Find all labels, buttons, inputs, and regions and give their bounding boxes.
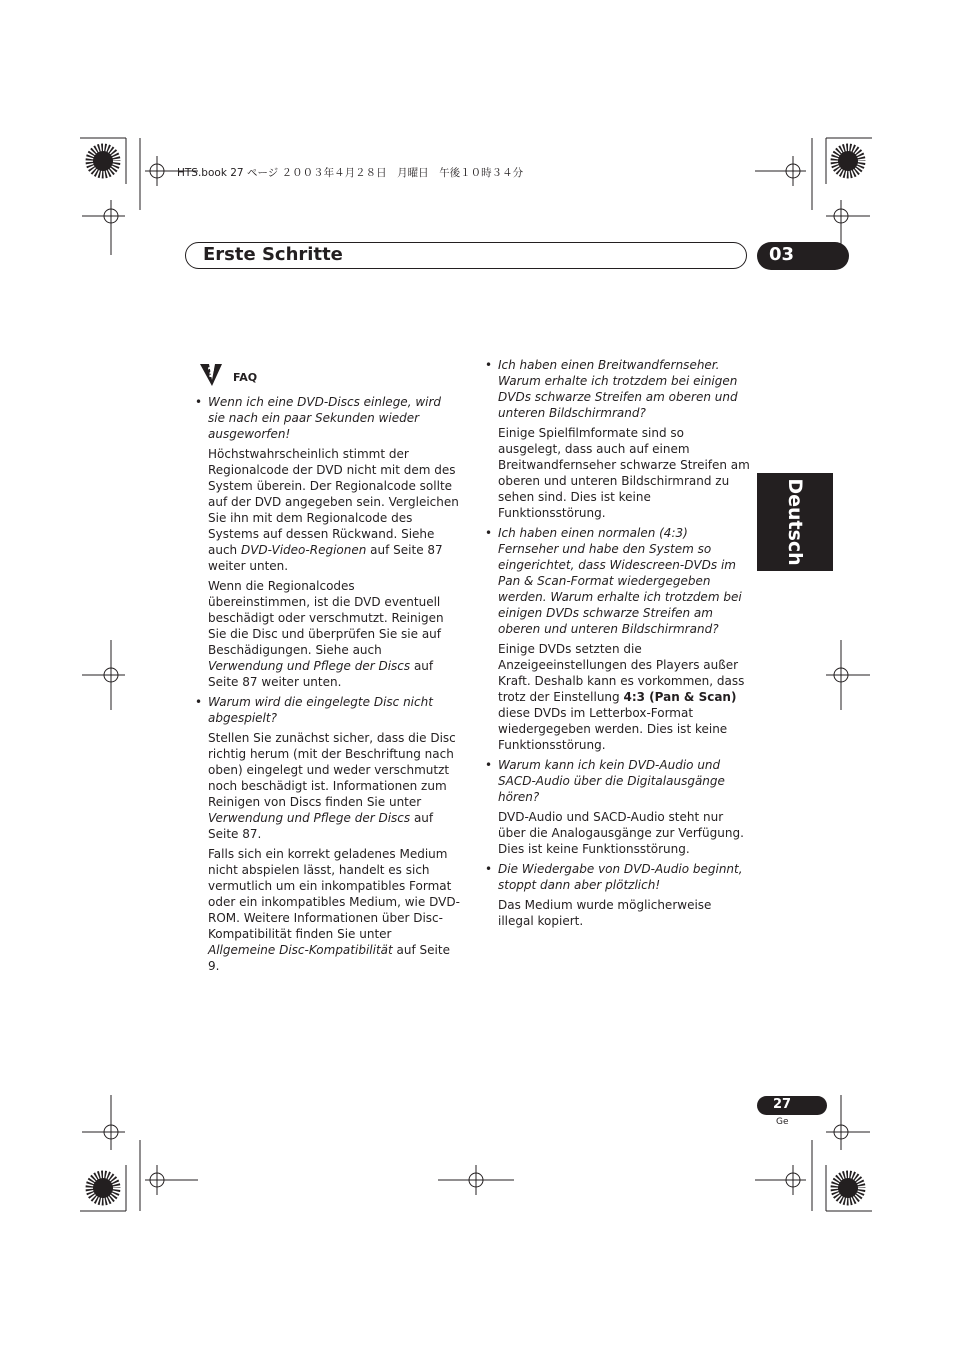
faq-answer (195, 578, 460, 690)
page-language-code: Ge (776, 1117, 789, 1127)
page-number: 27 (773, 1097, 792, 1112)
faq-question: • Warum wird die eingelegte Disc nicht abgespielt? (195, 694, 460, 726)
answer-text: Stellen Sie zunächst sicher, dass die Disc richtig herum (mit der Beschriftung nach oben) eingelegt und weder verschmutzt noch beschädigt ist. Informationen zum Reinigen von Discs finden Sie unter (208, 731, 456, 809)
language-tab (757, 473, 833, 571)
faq-answer: Einige Spielfilmformate sind so ausgelegt, dass auch auf einem Breitwandfernseher schwarze Streifen am oberen und unteren Bildschirmrand zu sehen sind. Dies ist keine Funktionsstörung. (498, 426, 750, 520)
right-column (485, 357, 750, 933)
svg-text:?: ? (207, 366, 215, 381)
section-header (185, 242, 747, 269)
answer-text: Einige DVDs setzten die Anzeigeeinstellungen des Players außer Kraft. Deshalb kann es vorkommen, dass trotz der Einstellung (498, 642, 745, 704)
answer-text: Falls sich ein korrekt geladenes Medium nicht abspielen lässt, handelt es sich vermutlich um ein inkompatibles Format oder ein inkompatibles Medium, wie DVD-ROM. Weitere Informationen über Disc-Kompatibilität finden Sie unter (208, 847, 460, 941)
crosshair-top-right-a (755, 156, 806, 186)
cross-reference: Verwendung und Pflege der Discs (208, 659, 411, 673)
crosshair-mid-left (82, 640, 125, 710)
chapter-badge (757, 242, 849, 270)
page-number-badge (757, 1096, 827, 1115)
section-title: Erste Schritte (203, 244, 343, 265)
faq-answer (195, 446, 460, 574)
faq-answer: Das Medium wurde möglicherweise illegal kopiert. (498, 898, 712, 928)
crosshair-top-left-b (82, 200, 125, 255)
faq-question: • Ich haben einen Breitwandfernseher. Warum erhalte ich trotzdem bei einigen DVDs schwarze Streifen am oberen und unteren Bildschirmrand? (485, 357, 750, 421)
faq-icon (198, 360, 224, 388)
crosshair-mid-right (826, 640, 870, 710)
faq-answer (195, 730, 460, 842)
crosshair-bottom-right-b (755, 1165, 806, 1195)
language-tab-label: Deutsch (784, 478, 806, 566)
faq-question: • Warum kann ich kein DVD-Audio und SACD-Audio über die Digitalausgänge hören? (485, 757, 750, 805)
answer-text: auf Seite 9. (208, 943, 450, 973)
faq-question: • Die Wiedergabe von DVD-Audio beginnt, stoppt dann aber plötzlich! (485, 861, 750, 893)
starburst-top-left (86, 144, 120, 178)
crosshair-bottom-left-b (145, 1165, 198, 1195)
crosshair-bottom-center (438, 1165, 514, 1195)
chapter-number: 03 (769, 244, 795, 265)
answer-text: auf Seite 87 weiter unten. (208, 543, 443, 573)
answer-text: diese DVDs im Letterbox-Format wiedergegeben werden. Dies ist keine Funktionsstörung. (498, 706, 728, 752)
answer-text: Höchstwahrscheinlich stimmt der Regionalcode der DVD nicht mit dem des System überein. Der Regionalcode sollte auf der DVD angegeben sein. Vergleichen Sie ihn mit dem Regionalcode des Systems auf dessen Rückwand. Siehe auch (208, 447, 459, 557)
answer-text: auf Seite 87 weiter unten. (208, 659, 434, 689)
faq-answer: DVD-Audio und SACD-Audio steht nur über die Analogausgänge zur Verfügung. Dies ist keine Funktionsstörung. (498, 810, 744, 856)
starburst-bottom-right (831, 1171, 865, 1205)
crosshair-bottom-left-a (82, 1095, 125, 1150)
starburst-bottom-left (86, 1171, 120, 1205)
answer-text: Wenn die Regionalcodes übereinstimmen, ist die DVD eventuell beschädigt oder verschmutzt. Reinigen Sie die Disc und überprüfen Sie sie auf Beschädigungen. Siehe auch (208, 579, 444, 657)
faq-question: • Wenn ich eine DVD-Discs einlege, wird sie nach ein paar Sekunden wieder ausgeworfen! (195, 394, 460, 442)
faq-answer (195, 846, 460, 974)
crosshair-bottom-right-a (826, 1095, 870, 1150)
faq-title: FAQ (233, 371, 258, 384)
faq-heading (195, 360, 460, 392)
faq-answer (485, 641, 750, 753)
setting-name: 4:3 (Pan & Scan) (623, 690, 737, 704)
print-slug: HTS.book 27 ページ ２００３年４月２８日 月曜日 午後１０時３４分 (177, 167, 524, 179)
faq-question: • Ich haben einen normalen (4:3) Fernseher und habe den System so eingerichtet, dass Widescreen-DVDs im Pan & Scan-Format wiedergegeben werden. Warum erhalte ich trotzdem bei einigen DVDs schwarze Streifen am oberen und unteren Bildschirmrand? (485, 525, 750, 637)
cross-reference: Verwendung und Pflege der Discs (208, 811, 411, 825)
cross-reference: Allgemeine Disc-Kompatibilität (208, 943, 393, 957)
left-column (195, 360, 460, 978)
starburst-top-right (831, 144, 865, 178)
answer-text: auf Seite 87. (208, 811, 434, 841)
cross-reference: DVD-Video-Regionen (240, 543, 367, 557)
